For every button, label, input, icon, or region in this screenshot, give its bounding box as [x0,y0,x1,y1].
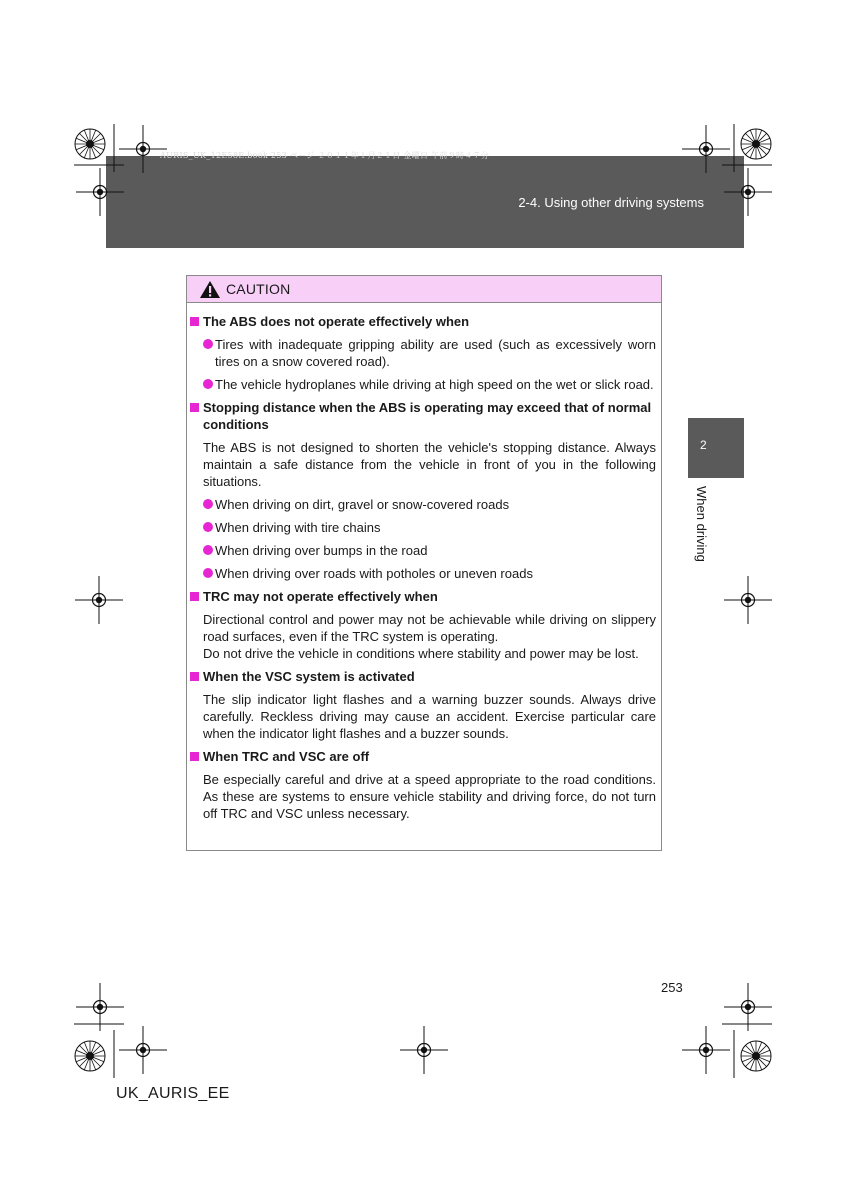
chapter-number: 2 [700,438,707,452]
paragraph: Do not drive the vehicle in conditions where stability and power may be lost. [203,646,639,661]
paragraph: The ABS is not designed to shorten the vehicle's stopping distance. Always maintain a safe distance from the vehicle in front of you in the following situations. [203,440,656,489]
caution-title: CAUTION [226,281,291,297]
section-heading-text: TRC may not operate effectively when [203,589,438,604]
section-heading-text: The ABS does not operate effectively when [203,314,470,329]
list-item-text: When driving with tire chains [215,520,381,535]
list-item-text: When driving over bumps in the road [215,543,428,558]
section-title: 2-4. Using other driving systems [518,195,704,210]
print-info: AURIS_UK_12E58E.book 253 ページ ２０１１年１月２１日 金曜日 午前９時４７分 [160,151,490,160]
document-code: UK_AURIS_EE [116,1085,230,1102]
paragraph: Directional control and power may not be achievable while driving on slippery road surfaces, even if the TRC system is operating. [203,612,656,644]
paragraph: Be especially careful and drive at a speed appropriate to the road conditions. As these are systems to ensure vehicle stability and driving force, do not turn off TRC and VSC unless necessary. [203,772,656,821]
list-item-text: Tires with inadequate gripping ability are used (such as excessively worn tires on a snow covered road). [215,337,656,369]
section-heading-text: When the VSC system is activated [203,669,415,684]
section-heading-text: Stopping distance when the ABS is operating may exceed that of normal conditions [203,400,652,432]
chapter-label: When driving [694,486,709,562]
page-number: 253 [661,980,683,995]
list-item-text: The vehicle hydroplanes while driving at high speed on the wet or slick road. [215,377,654,392]
list-item-text: When driving over roads with potholes or uneven roads [215,566,533,581]
list-item-text: When driving on dirt, gravel or snow-covered roads [215,497,510,512]
paragraph: The slip indicator light flashes and a warning buzzer sounds. Always drive carefully. Reckless driving may cause an accident. Exercise particular care when the indicator light flashes and a buzzer sounds. [203,692,656,741]
section-heading-text: When TRC and VSC are off [203,749,370,764]
